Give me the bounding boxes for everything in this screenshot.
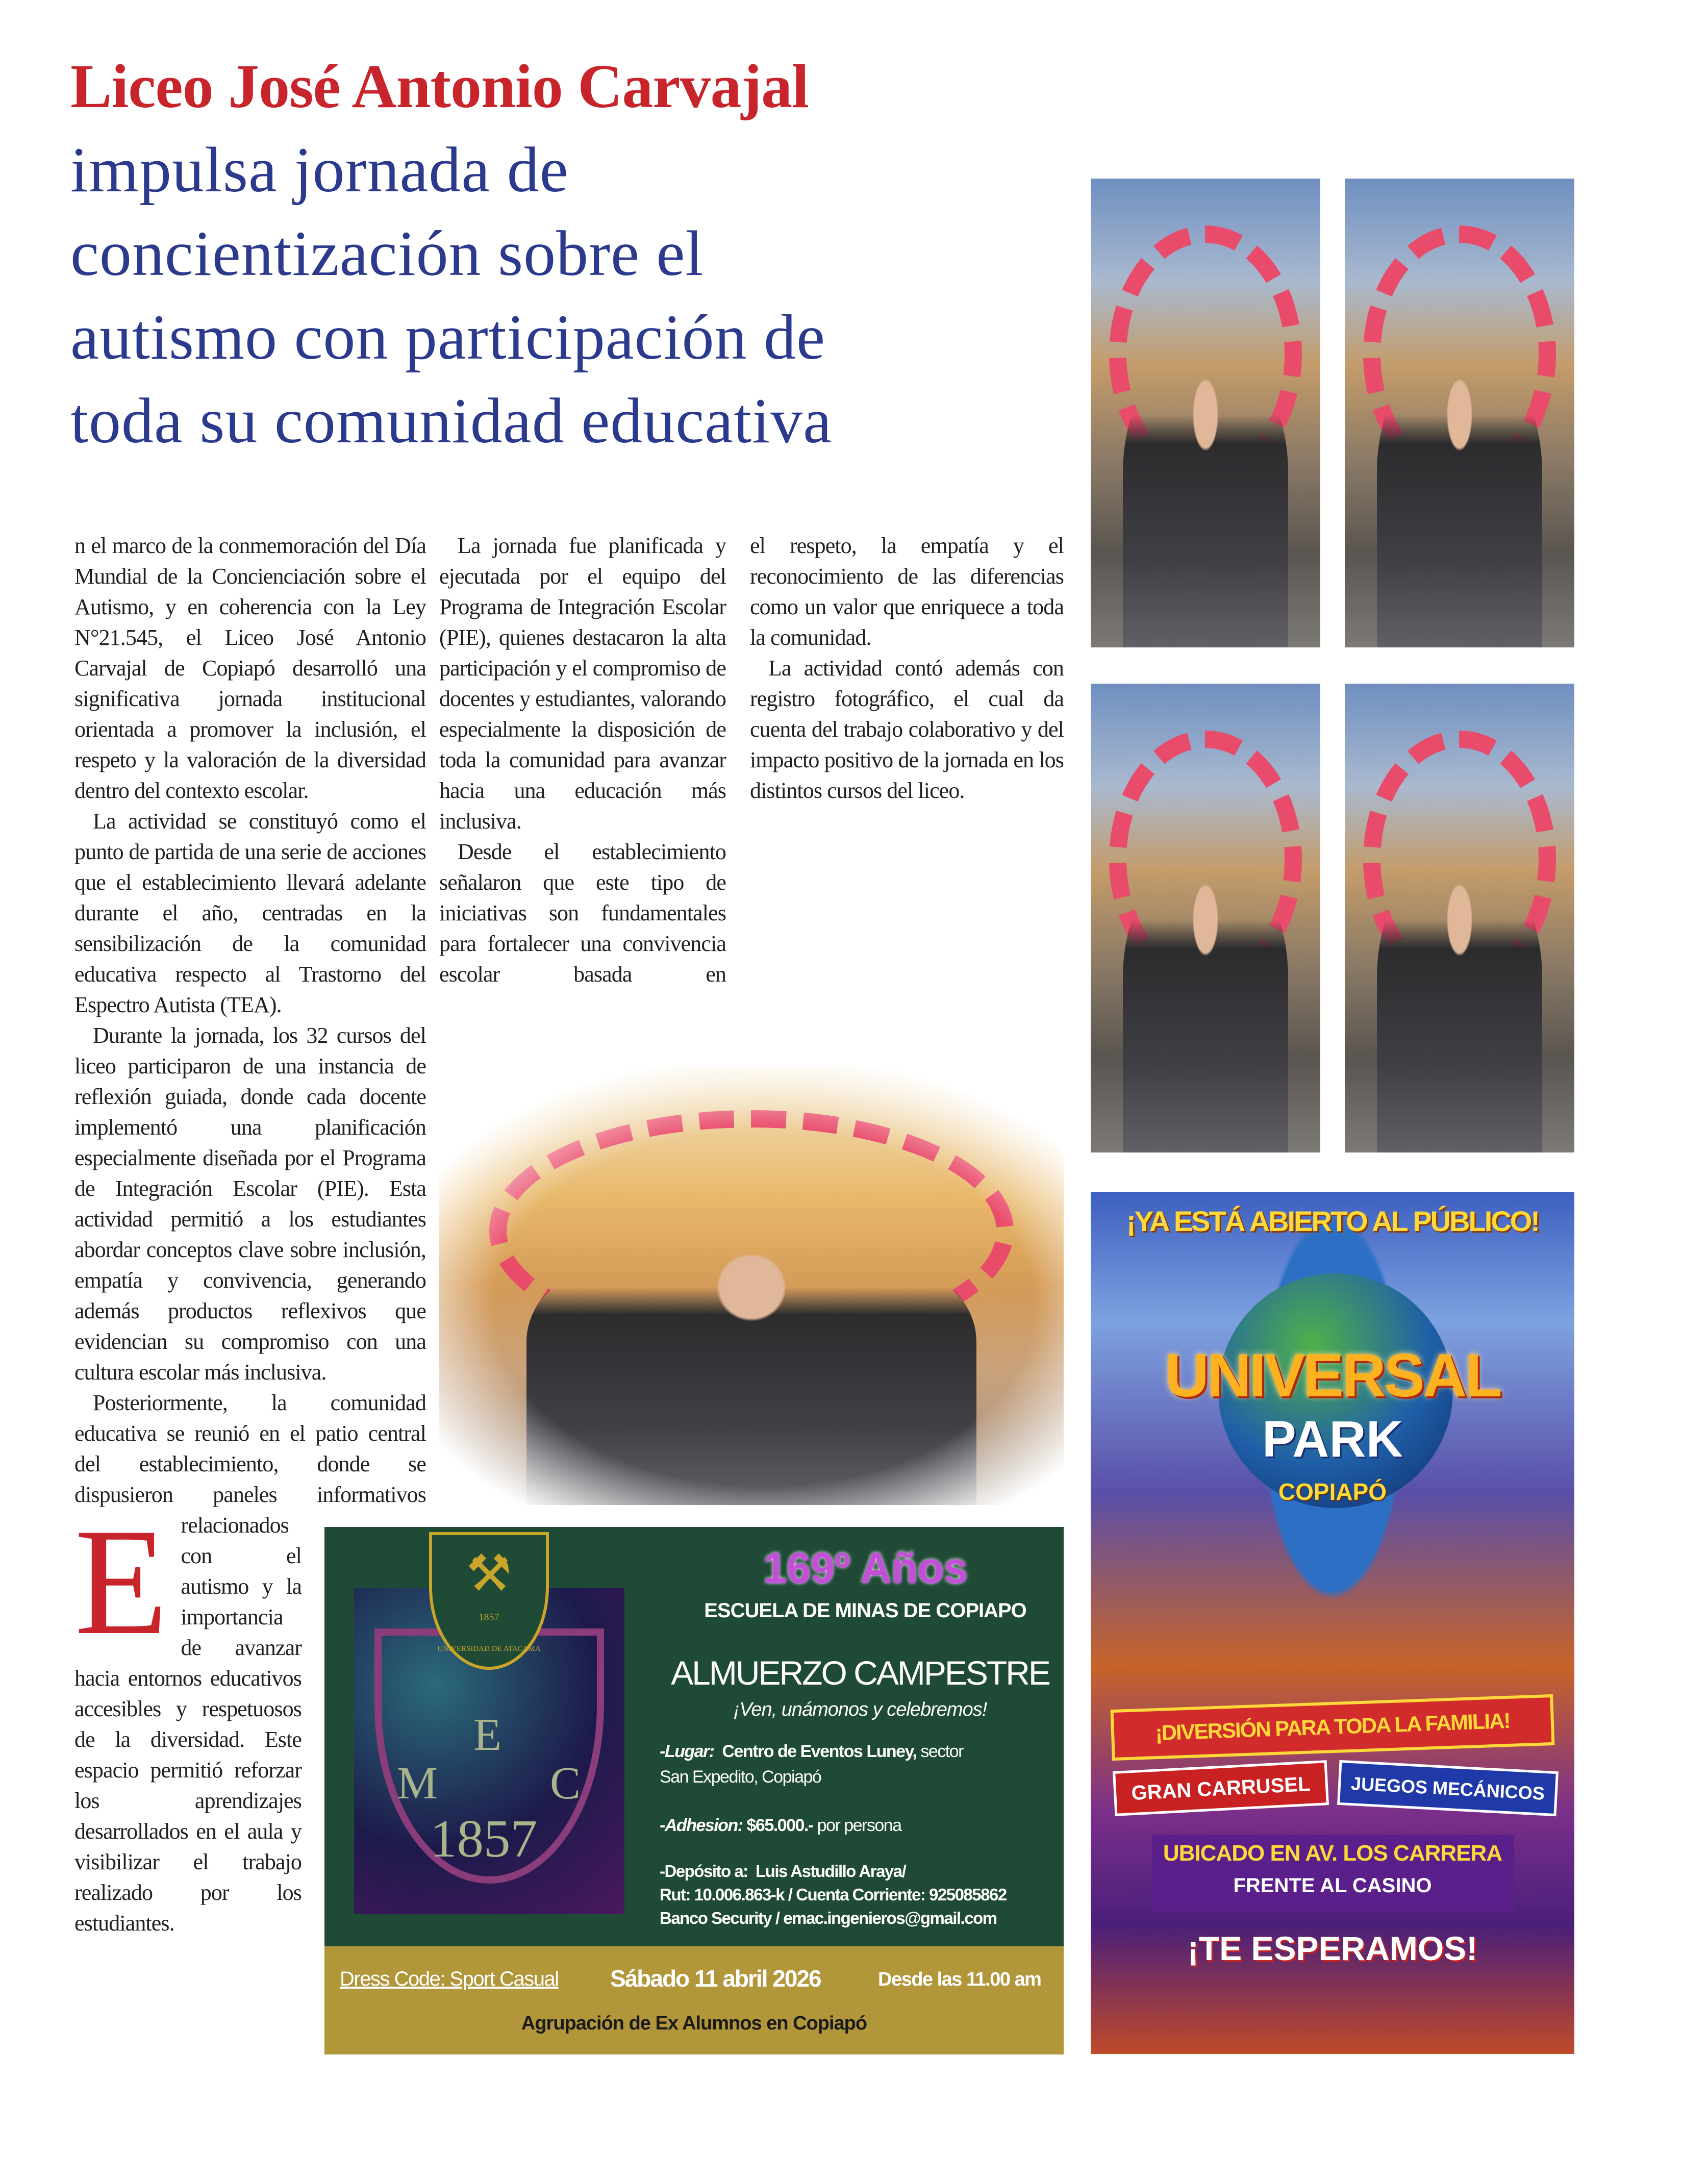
paragraph: La jornada fue planificada y ejecutada por el equipo del Programa de Integración Escolar (PIE), quienes destacaron la alta participación y el compromiso de docentes y estudiantes, valorando especialmente la disposición de toda la comunidad para avanzar hacia una educación más inclusiva. bbox=[439, 533, 726, 834]
drop-cap: E bbox=[74, 1497, 168, 1666]
anniversary: 169º Años bbox=[763, 1544, 968, 1592]
paragraph-text: educativa se reunió en el patio central del establecimiento, donde se dispusieron paneles informativos relacionados con el autismo y la importancia de avanzar hacia entornos educativos accesibles y respetuosos de la diversidad. Este espacio permitió reforzar los aprendizajes desarrollados en el aula y visibilizar el trabajo realizado por los estudiantes. bbox=[74, 1421, 426, 1936]
crest-letter: C bbox=[550, 1758, 581, 1809]
fee-rest: por persona bbox=[817, 1816, 901, 1835]
article-headline bbox=[70, 45, 1040, 463]
slogan: ¡Ven, unámonos y celebremos! bbox=[733, 1699, 987, 1720]
event-date: Sábado 11 abril 2026 bbox=[610, 1965, 821, 1992]
deposit-label: -Depósito a: bbox=[660, 1862, 748, 1881]
paragraph: La actividad contó además con registro fotográfico, el cual da cuenta del trabajo colaborativo y del impacto positivo de la jornada en los distintos cursos del liceo. bbox=[750, 656, 1064, 803]
crossed-hammers-icon: ⚒ bbox=[466, 1545, 512, 1602]
headline-line: impulsa jornada de bbox=[70, 135, 569, 206]
fee-info bbox=[660, 1813, 1058, 1838]
feature-juegos: JUEGOS MECÁNICOS bbox=[1337, 1760, 1559, 1816]
paragraph-text: Posteriormente, la comunidad bbox=[93, 1390, 426, 1415]
brand-name: UNIVERSAL bbox=[1165, 1341, 1500, 1410]
info-band bbox=[324, 1946, 1064, 2054]
article-column-2 bbox=[439, 531, 726, 990]
brand-city: COPIAPÓ bbox=[1278, 1478, 1387, 1505]
organizer: Agrupación de Ex Alumnos en Copiapó bbox=[521, 2013, 867, 2034]
place-label: -Lugar: bbox=[660, 1742, 714, 1761]
crest-letter: M bbox=[397, 1758, 438, 1809]
place-rest: sector bbox=[920, 1742, 963, 1761]
tagline: ¡DIVERSIÓN PARA TODA LA FAMILIA! bbox=[1154, 1708, 1511, 1745]
paragraph-text: n el marco de la conmemoración del Día Mundial de la Concienciación sobre el Autismo, y en coherencia con la Ley N°21.545, el Liceo José Antonio Carvajal de Copiapó desarrolló una significativa jornada institucional orientada a promover la inclusión, el respeto y la valoración de la diversidad dentro del contexto escolar. bbox=[74, 533, 426, 803]
paragraph: La actividad se constituyó como el punto de partida de una serie de acciones que el establecimiento llevará adelante durante el año, centradas en la sensibilización de la comunidad educativa respecto al Trastorno del Espectro Autista (TEA). bbox=[74, 809, 426, 1017]
deposit-bank: Banco Security / emac.ingenieros@gmail.com bbox=[660, 1909, 997, 1927]
paragraph: Desde el establecimiento señalaron que este tipo de iniciativas son fundamentales para fortalecer una convivencia escolar basada en bbox=[439, 839, 726, 987]
dress-code: Dress Code: Sport Casual bbox=[340, 1968, 559, 1990]
photo-students-1 bbox=[1091, 179, 1320, 647]
photo-students-2 bbox=[1345, 179, 1574, 647]
place-line2: San Expedito, Copiapó bbox=[660, 1767, 821, 1787]
ad-universal-park bbox=[1091, 1192, 1574, 2054]
ad-headline: ¡YA ESTÁ ABIERTO AL PÚBLICO! bbox=[1126, 1205, 1539, 1237]
crest-year: 1857 bbox=[430, 1809, 537, 1868]
photo-students-3 bbox=[1091, 684, 1320, 1152]
fee-label: -Adhesion: bbox=[660, 1816, 743, 1835]
deposit-details bbox=[660, 1860, 1058, 1930]
emblem-text: UNIVERSIDAD DE ATACAMA bbox=[437, 1645, 541, 1653]
headline-line: autismo con participación de bbox=[70, 302, 826, 373]
headline-line: concientización sobre el bbox=[70, 218, 704, 289]
event-time: Desde las 11.00 am bbox=[878, 1969, 1041, 1990]
photo-students-4 bbox=[1345, 684, 1574, 1152]
event-name: ALMUERZO CAMPESTRE bbox=[671, 1654, 1049, 1692]
crest-letter: E bbox=[473, 1710, 501, 1760]
university-emblem-logo bbox=[429, 1532, 549, 1670]
deposit-name: Luis Astudillo Araya/ bbox=[756, 1862, 906, 1881]
article-column-3 bbox=[750, 531, 1064, 806]
headline-highlight: Liceo José Antonio Carvajal bbox=[70, 52, 809, 121]
location: UBICADO EN AV. LOS CARRERA bbox=[1163, 1841, 1502, 1866]
headline-line: toda su comunidad educativa bbox=[70, 386, 833, 457]
photo-teachers-autismo-sign bbox=[439, 1066, 1064, 1505]
fee-amount: $65.000.- bbox=[746, 1816, 813, 1835]
closing: ¡TE ESPERAMOS! bbox=[1187, 1929, 1478, 1967]
deposit-account: Rut: 10.006.863-k / Cuenta Corriente: 925085862 bbox=[660, 1885, 1007, 1904]
brand-name-2: PARK bbox=[1262, 1411, 1403, 1468]
ad-escuela-de-minas bbox=[324, 1527, 1064, 2054]
paragraph: el respeto, la empatía y el reconocimiento de las diferencias como un valor que enriquece a toda la comunidad. bbox=[750, 533, 1064, 650]
school-name: ESCUELA DE MINAS DE COPIAPO bbox=[704, 1599, 1026, 1622]
feature-carrusel: GRAN CARRUSEL bbox=[1113, 1760, 1329, 1816]
place-info bbox=[660, 1739, 1058, 1790]
place-name: Centro de Eventos Luney, bbox=[722, 1742, 917, 1761]
paragraph: Durante la jornada, los 32 cursos del liceo participaron de una instancia de reflexión guiada, donde cada docente implementó una planificación especialmente diseñada por el Programa de Integración Escolar (PIE). Esta actividad permitió a los estudiantes abordar conceptos clave sobre inclusión, empatía y convivencia, generando además productos reflexivos que evidencian su compromiso con una cultura escolar más inclusiva. bbox=[74, 1023, 426, 1385]
emblem-year: 1857 bbox=[479, 1612, 499, 1623]
location-detail: FRENTE AL CASINO bbox=[1233, 1874, 1432, 1897]
